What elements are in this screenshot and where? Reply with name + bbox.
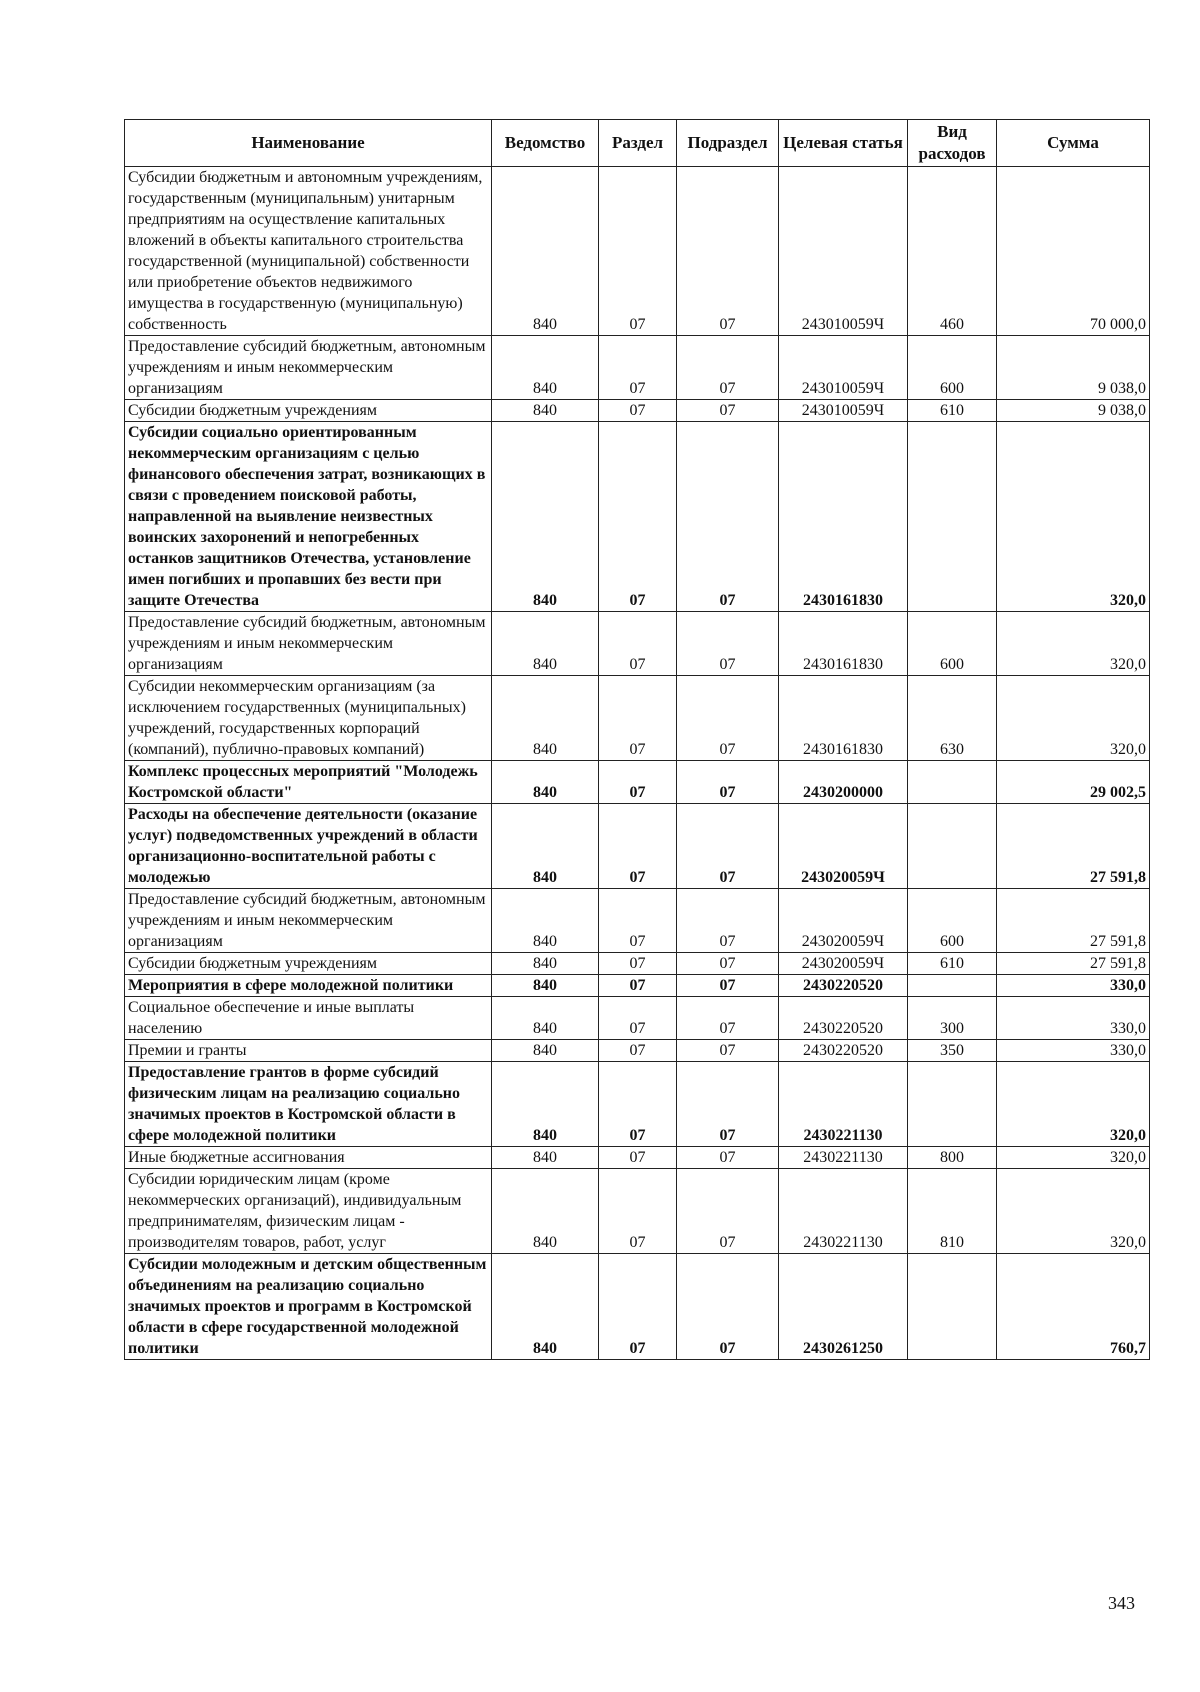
cell-target: 243020059Ч <box>779 889 908 953</box>
cell-target: 243020059Ч <box>779 804 908 889</box>
cell-dept: 840 <box>492 422 599 612</box>
cell-target: 243020059Ч <box>779 953 908 975</box>
cell-section: 07 <box>599 400 677 422</box>
cell-name: Предоставление субсидий бюджетным, автономным учреждениям и иным некоммерческим организациям <box>125 336 492 400</box>
cell-name: Субсидии бюджетным учреждениям <box>125 953 492 975</box>
cell-subsection: 07 <box>677 889 779 953</box>
cell-subsection: 07 <box>677 804 779 889</box>
cell-name: Иные бюджетные ассигнования <box>125 1147 492 1169</box>
cell-target: 2430221130 <box>779 1062 908 1147</box>
cell-dept: 840 <box>492 676 599 761</box>
budget-table <box>124 119 1150 1360</box>
cell-type <box>908 761 997 804</box>
cell-dept: 840 <box>492 997 599 1040</box>
cell-dept: 840 <box>492 167 599 336</box>
cell-dept: 840 <box>492 975 599 997</box>
cell-section: 07 <box>599 975 677 997</box>
header-dept: Ведомство <box>492 120 599 167</box>
cell-type <box>908 422 997 612</box>
cell-target: 2430200000 <box>779 761 908 804</box>
cell-section: 07 <box>599 1254 677 1360</box>
cell-sum: 9 038,0 <box>997 336 1150 400</box>
cell-target: 243010059Ч <box>779 400 908 422</box>
table-row <box>125 1040 1150 1062</box>
cell-type: 300 <box>908 997 997 1040</box>
header-section: Раздел <box>599 120 677 167</box>
cell-sum: 27 591,8 <box>997 804 1150 889</box>
cell-target: 2430220520 <box>779 975 908 997</box>
cell-dept: 840 <box>492 1147 599 1169</box>
cell-subsection: 07 <box>677 1254 779 1360</box>
cell-dept: 840 <box>492 804 599 889</box>
cell-type: 610 <box>908 400 997 422</box>
cell-type <box>908 975 997 997</box>
cell-name: Социальное обеспечение и иные выплаты населению <box>125 997 492 1040</box>
cell-target: 2430221130 <box>779 1147 908 1169</box>
cell-type <box>908 1254 997 1360</box>
table-row <box>125 336 1150 400</box>
cell-subsection: 07 <box>677 1169 779 1254</box>
cell-type: 800 <box>908 1147 997 1169</box>
cell-subsection: 07 <box>677 1147 779 1169</box>
table-row <box>125 612 1150 676</box>
cell-subsection: 07 <box>677 997 779 1040</box>
table-row <box>125 1169 1150 1254</box>
cell-dept: 840 <box>492 612 599 676</box>
cell-subsection: 07 <box>677 167 779 336</box>
cell-section: 07 <box>599 1062 677 1147</box>
cell-target: 243010059Ч <box>779 336 908 400</box>
cell-type: 600 <box>908 612 997 676</box>
cell-name: Расходы на обеспечение деятельности (оказание услуг) подведомственных учреждений в области организационно-воспитательной работы с молодежью <box>125 804 492 889</box>
cell-section: 07 <box>599 167 677 336</box>
cell-sum: 330,0 <box>997 975 1150 997</box>
cell-section: 07 <box>599 1147 677 1169</box>
cell-type: 600 <box>908 889 997 953</box>
cell-section: 07 <box>599 612 677 676</box>
cell-type <box>908 1062 997 1147</box>
cell-sum: 27 591,8 <box>997 889 1150 953</box>
cell-dept: 840 <box>492 400 599 422</box>
page-number: 343 <box>1108 1593 1135 1613</box>
cell-type: 630 <box>908 676 997 761</box>
cell-subsection: 07 <box>677 1062 779 1147</box>
cell-sum: 70 000,0 <box>997 167 1150 336</box>
table-row <box>125 975 1150 997</box>
cell-subsection: 07 <box>677 975 779 997</box>
cell-section: 07 <box>599 422 677 612</box>
cell-section: 07 <box>599 804 677 889</box>
cell-name: Предоставление субсидий бюджетным, автономным учреждениям и иным некоммерческим организациям <box>125 889 492 953</box>
cell-target: 243010059Ч <box>779 167 908 336</box>
cell-subsection: 07 <box>677 953 779 975</box>
cell-sum: 760,7 <box>997 1254 1150 1360</box>
table-row <box>125 889 1150 953</box>
cell-sum: 27 591,8 <box>997 953 1150 975</box>
table-header-row <box>125 120 1150 167</box>
cell-section: 07 <box>599 889 677 953</box>
cell-type: 460 <box>908 167 997 336</box>
cell-dept: 840 <box>492 889 599 953</box>
cell-sum: 330,0 <box>997 997 1150 1040</box>
cell-section: 07 <box>599 1169 677 1254</box>
header-type: Вид расходов <box>908 120 997 167</box>
cell-name: Субсидии некоммерческим организациям (за исключением государственных (муниципальных) учреждений, государственных корпораций (компаний), публично-правовых компаний) <box>125 676 492 761</box>
table-row <box>125 676 1150 761</box>
cell-subsection: 07 <box>677 612 779 676</box>
cell-name: Субсидии молодежным и детским общественным объединениям на реализацию социально значимых проектов и программ в Костромской области в сфере государственной молодежной политики <box>125 1254 492 1360</box>
cell-name: Субсидии бюджетным и автономным учреждениям, государственным (муниципальным) унитарным предприятиям на осуществление капитальных вложений в объекты капитального строительства государственной (муниципальной) собственности или приобретение объектов недвижимого имущества в государственную (муниципальную) собственность <box>125 167 492 336</box>
table-row <box>125 1254 1150 1360</box>
cell-type: 600 <box>908 336 997 400</box>
cell-name: Предоставление грантов в форме субсидий физическим лицам на реализацию социально значимых проектов в Костромской области в сфере молодежной политики <box>125 1062 492 1147</box>
table-row <box>125 167 1150 336</box>
cell-dept: 840 <box>492 761 599 804</box>
cell-sum: 320,0 <box>997 612 1150 676</box>
table-row <box>125 804 1150 889</box>
cell-section: 07 <box>599 1040 677 1062</box>
cell-dept: 840 <box>492 336 599 400</box>
cell-sum: 320,0 <box>997 422 1150 612</box>
cell-type: 610 <box>908 953 997 975</box>
cell-target: 2430261250 <box>779 1254 908 1360</box>
cell-name: Предоставление субсидий бюджетным, автономным учреждениям и иным некоммерческим организациям <box>125 612 492 676</box>
table-row <box>125 1147 1150 1169</box>
cell-target: 2430221130 <box>779 1169 908 1254</box>
header-subsection: Подраздел <box>677 120 779 167</box>
cell-sum: 330,0 <box>997 1040 1150 1062</box>
cell-section: 07 <box>599 336 677 400</box>
cell-subsection: 07 <box>677 336 779 400</box>
header-name: Наименование <box>125 120 492 167</box>
cell-target: 2430161830 <box>779 422 908 612</box>
cell-sum: 29 002,5 <box>997 761 1150 804</box>
cell-name: Мероприятия в сфере молодежной политики <box>125 975 492 997</box>
cell-dept: 840 <box>492 1169 599 1254</box>
cell-type: 810 <box>908 1169 997 1254</box>
cell-type: 350 <box>908 1040 997 1062</box>
cell-name: Субсидии бюджетным учреждениям <box>125 400 492 422</box>
table-row <box>125 400 1150 422</box>
cell-sum: 320,0 <box>997 1062 1150 1147</box>
table-row <box>125 1062 1150 1147</box>
cell-sum: 320,0 <box>997 1147 1150 1169</box>
cell-type <box>908 804 997 889</box>
cell-target: 2430161830 <box>779 612 908 676</box>
cell-sum: 320,0 <box>997 676 1150 761</box>
table-row <box>125 953 1150 975</box>
cell-dept: 840 <box>492 1254 599 1360</box>
cell-section: 07 <box>599 761 677 804</box>
cell-target: 2430220520 <box>779 997 908 1040</box>
cell-name: Субсидии социально ориентированным некоммерческим организациям с целью финансового обеспечения затрат, возникающих в связи с проведением поисковой работы, направленной на выявление неизвестных воинских захоронений и непогребенных останков защитников Отечества, установление имен погибших и пропавших без вести при защите Отечества <box>125 422 492 612</box>
table-row <box>125 422 1150 612</box>
cell-name: Субсидии юридическим лицам (кроме некоммерческих организаций), индивидуальным предпринимателям, физическим лицам - производителям товаров, работ, услуг <box>125 1169 492 1254</box>
table-body <box>125 167 1150 1360</box>
cell-sum: 320,0 <box>997 1169 1150 1254</box>
cell-section: 07 <box>599 676 677 761</box>
cell-subsection: 07 <box>677 422 779 612</box>
table-row <box>125 997 1150 1040</box>
cell-subsection: 07 <box>677 400 779 422</box>
cell-sum: 9 038,0 <box>997 400 1150 422</box>
cell-dept: 840 <box>492 1040 599 1062</box>
header-target: Целевая статья <box>779 120 908 167</box>
cell-subsection: 07 <box>677 676 779 761</box>
cell-section: 07 <box>599 953 677 975</box>
cell-dept: 840 <box>492 953 599 975</box>
cell-name: Комплекс процессных мероприятий "Молодежь Костромской области" <box>125 761 492 804</box>
cell-subsection: 07 <box>677 1040 779 1062</box>
cell-section: 07 <box>599 997 677 1040</box>
cell-target: 2430220520 <box>779 1040 908 1062</box>
cell-target: 2430161830 <box>779 676 908 761</box>
table-row <box>125 761 1150 804</box>
header-sum: Сумма <box>997 120 1150 167</box>
cell-name: Премии и гранты <box>125 1040 492 1062</box>
cell-subsection: 07 <box>677 761 779 804</box>
cell-dept: 840 <box>492 1062 599 1147</box>
